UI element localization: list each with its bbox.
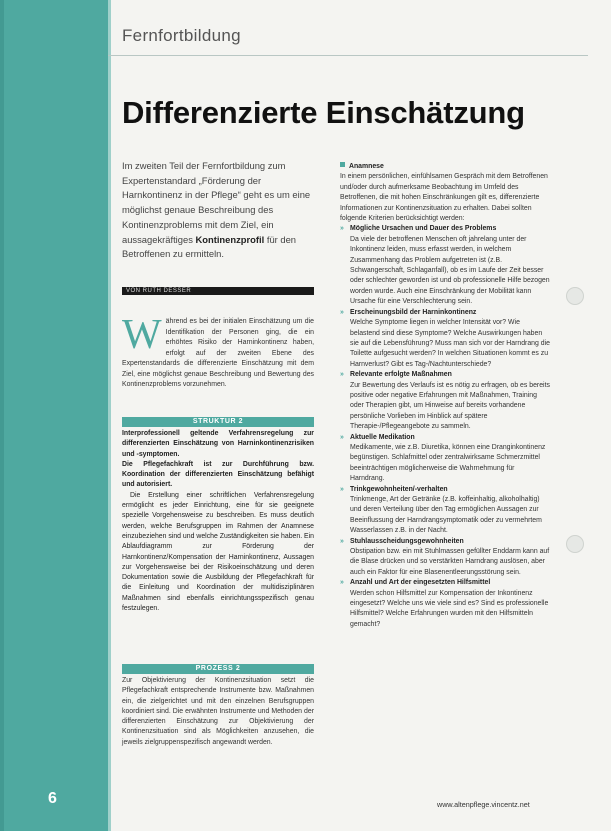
footer-url: www.altenpflege.vincentz.net	[437, 800, 530, 809]
criteria-item	[340, 537, 550, 579]
intro-text-start: Im zweiten Teil der Fernfortbildung zum Expertenstandard „Förderung der Harnkontinenz in der Pflege“ geht es um eine möglichst genaue Beschreibung des Kontinenzproblems mit dem Ziel, ein aussagekräftiges	[122, 160, 311, 245]
criteria-text: Werden schon Hilfsmittel zur Kompensation der Inkontinenz eingesetzt? Welche uns wie viele sind es? Sind es professionelle Hilfsmittel? Welche Erfahrungen wurden mit den Hilfsmitteln gemacht?	[350, 589, 549, 628]
arrow-bullet-icon: »	[340, 308, 344, 316]
page-number: 6	[48, 790, 57, 807]
arrow-bullet-icon: »	[340, 579, 344, 587]
anamnese-heading	[340, 162, 550, 172]
arrow-bullet-icon: »	[340, 485, 344, 493]
criteria-title: Mögliche Ursachen und Dauer des Problems	[350, 225, 497, 233]
arrow-bullet-icon: »	[340, 537, 344, 545]
criteria-title: Erscheinungsbild der Harninkontinenz	[350, 308, 477, 316]
arrow-bullet-icon: »	[340, 225, 344, 233]
drop-cap: W	[122, 312, 162, 358]
page-edge-shadow	[0, 0, 4, 831]
struktur-text: Die Erstellung einer schriftlichen Verfahrensregelung ermöglicht es jeder Einrichtung, eine für sie geeignete spezielle Vorgehensweise zu beschreiben. Es muss deutlich werden, welche Berufsgruppen im Rahmen der Anamnese einzubeziehen sind und welche Zuständigkeiten sie haben. Ein Ablaufdiagramm zur Förderung der Harnkontinenz/Kompensation der Harninkontinenz, Aussagen zur Vorgehensweise bei der Risikoeinschätzung und deren Dokumentation sowie die Ausbildung der Pflegefachkraft für die Einleitung und Koordination der multidisziplinären Maßnahmen sind ebenfalls einrichtungsspezifisch genau festzulegen.	[122, 491, 314, 613]
square-bullet-icon	[340, 162, 345, 167]
criteria-item	[340, 485, 550, 537]
criteria-title: Aktuelle Medikation	[350, 433, 415, 441]
criteria-text: Zur Bewertung des Verlaufs ist es nötig zu erfragen, ob es bereits positive oder negative Erfahrungen mit Maßnahmen, Training oder Therapien gibt, um Hinweise auf bereits vorhandene persönliche Vorlieben im Hinblick auf spätere Therapie-/Pflegeangebote zu sammeln.	[350, 381, 550, 431]
anamnese-text: In einem persönlichen, einfühlsamen Gespräch mit dem Betroffenen und/oder durch aufmerksame Beobachtung im Umfeld des Betroffenen, die mit hohen Einschränkungen gilt es, differenzierte Informationen zur Kontinenzsituation zu erhalten. Dabei sollten folgende Kriterien berücksichtigt werden:	[340, 173, 548, 223]
arrow-bullet-icon: »	[340, 371, 344, 379]
struktur-section	[122, 429, 314, 614]
criteria-item	[340, 308, 550, 370]
criteria-title: Relevante erfolgte Maßnahmen	[350, 371, 452, 379]
right-column	[340, 162, 550, 630]
prozess-banner: PROZESS 2	[122, 664, 314, 674]
intro-paragraph	[122, 159, 312, 262]
struktur-banner: STRUKTUR 2	[122, 417, 314, 427]
intro-bold-term: Kontinenzprofil	[195, 233, 265, 245]
criteria-title: Stuhlausscheidungsgewohnheiten	[350, 537, 464, 545]
section-label: Fernfortbildung	[122, 26, 241, 45]
article-title: Differenzierte Einschätzung	[122, 95, 525, 130]
binder-hole	[566, 287, 584, 305]
struktur-lead-2: Die Pflegefachkraft ist zur Durchführung bzw. Koordination der differenzierten Einschätzung befähigt und autorisiert.	[122, 460, 314, 489]
intro-text-end: für den Betroffenen zu ermitteln.	[122, 233, 297, 260]
criteria-text: Trinkmenge, Art der Getränke (z.B. koffeinhaltig, alkoholhaltig) und deren Verteilung über den Tag ermöglichen Aussagen zur Beeinflussung der Harndrangsymptomatik oder zu vermehrtem Wasserlassen z.B. in der Nacht.	[350, 496, 542, 535]
arrow-bullet-icon: »	[340, 433, 344, 441]
body-text: ährend es bei der initialen Einschätzung um die Identifikation der Personen ging, die ein erhöhtes Risiko der Harninkontinenz haben, erfolgt auf der zweiten Ebene des Expertenstandards die differenzierte Einschätzung mit dem Ziel, eine möglichst genaue Beschreibung und Bewertung des Kontinenzproblems vorzunehmen.	[122, 318, 314, 388]
criteria-title: Trinkgewohnheiten/-verhalten	[350, 485, 448, 493]
criteria-text: Welche Symptome liegen in welcher Intensität vor? Wie belastend sind diese Symptome? Welche Auswirkungen haben sie auf die Lebensführung? Muss man sich vor der Harndrang die Toilette aufgesucht werden? In welchen Situationen kommt es zu Harnverlust? Gibt es Tag-/Nachtunterschiede?	[350, 319, 550, 368]
criteria-item	[340, 578, 550, 630]
criteria-text: Da viele der betroffenen Menschen oft jahrelang unter der Inkontinenz leiden, muss erfasst werden, in welchem Zusammenhang das Problem aufgetreten ist (z.B. Schwangerschaft, Schlaganfall), ob es im Laufe der Zeit besser oder schlechter geworden ist und ob professionelle Hilfe bezogen worden wurde. Auch eine Einschränkung der Mobilität kann Ursache für eine Verschlechterung sein.	[350, 235, 550, 306]
anamnese-heading-text: Anamnese	[349, 163, 384, 170]
criteria-item	[340, 224, 550, 307]
teal-accent-strip	[108, 0, 111, 831]
body-paragraph	[122, 312, 314, 391]
criteria-title: Anzahl und Art der eingesetzten Hilfsmittel	[350, 579, 491, 587]
criteria-text: Medikamente, wie z.B. Diuretika, können eine Dranginkontinenz begünstigen. Schlafmittel oder zentralwirksame Schmerzmittel beeinträchtigen möglicherweise die Wahrnehmung für Harndrang.	[350, 443, 546, 483]
criteria-item	[340, 433, 550, 485]
criteria-text: Obstipation bzw. ein mit Stuhlmassen gefüllter Enddarm kann auf die Blase drücken und so verstärkten Harndrang auslösen, aber auch ein Faktor für eine Blasenentleerungsstörung sein.	[350, 548, 550, 576]
prozess-text: Zur Objektivierung der Kontinenzsituation setzt die Pflegefachkraft entsprechende Instrumente bzw. Maßnahmen ein, die zielgerichtet und mit den einzelnen Berufsgruppen koordiniert sind. Die erwähnten Instrumente und Methoden der differenzierten Einschätzung zur Objektivierung der Kontinenzsituation sind als Möglichkeiten anzusehen, die jeweils zielgruppenspezifisch angewandt werden.	[122, 677, 314, 746]
binder-hole	[566, 535, 584, 553]
header-rule	[108, 55, 588, 56]
criteria-item	[340, 370, 550, 432]
author-byline: VON RUTH DESSER	[122, 287, 314, 295]
teal-side-bar	[0, 0, 108, 831]
struktur-lead-1: Interprofessionell geltende Verfahrensregelung zur differenzierten Einschätzung von Harninkontinenzrisiken und -symptomen.	[122, 430, 314, 458]
